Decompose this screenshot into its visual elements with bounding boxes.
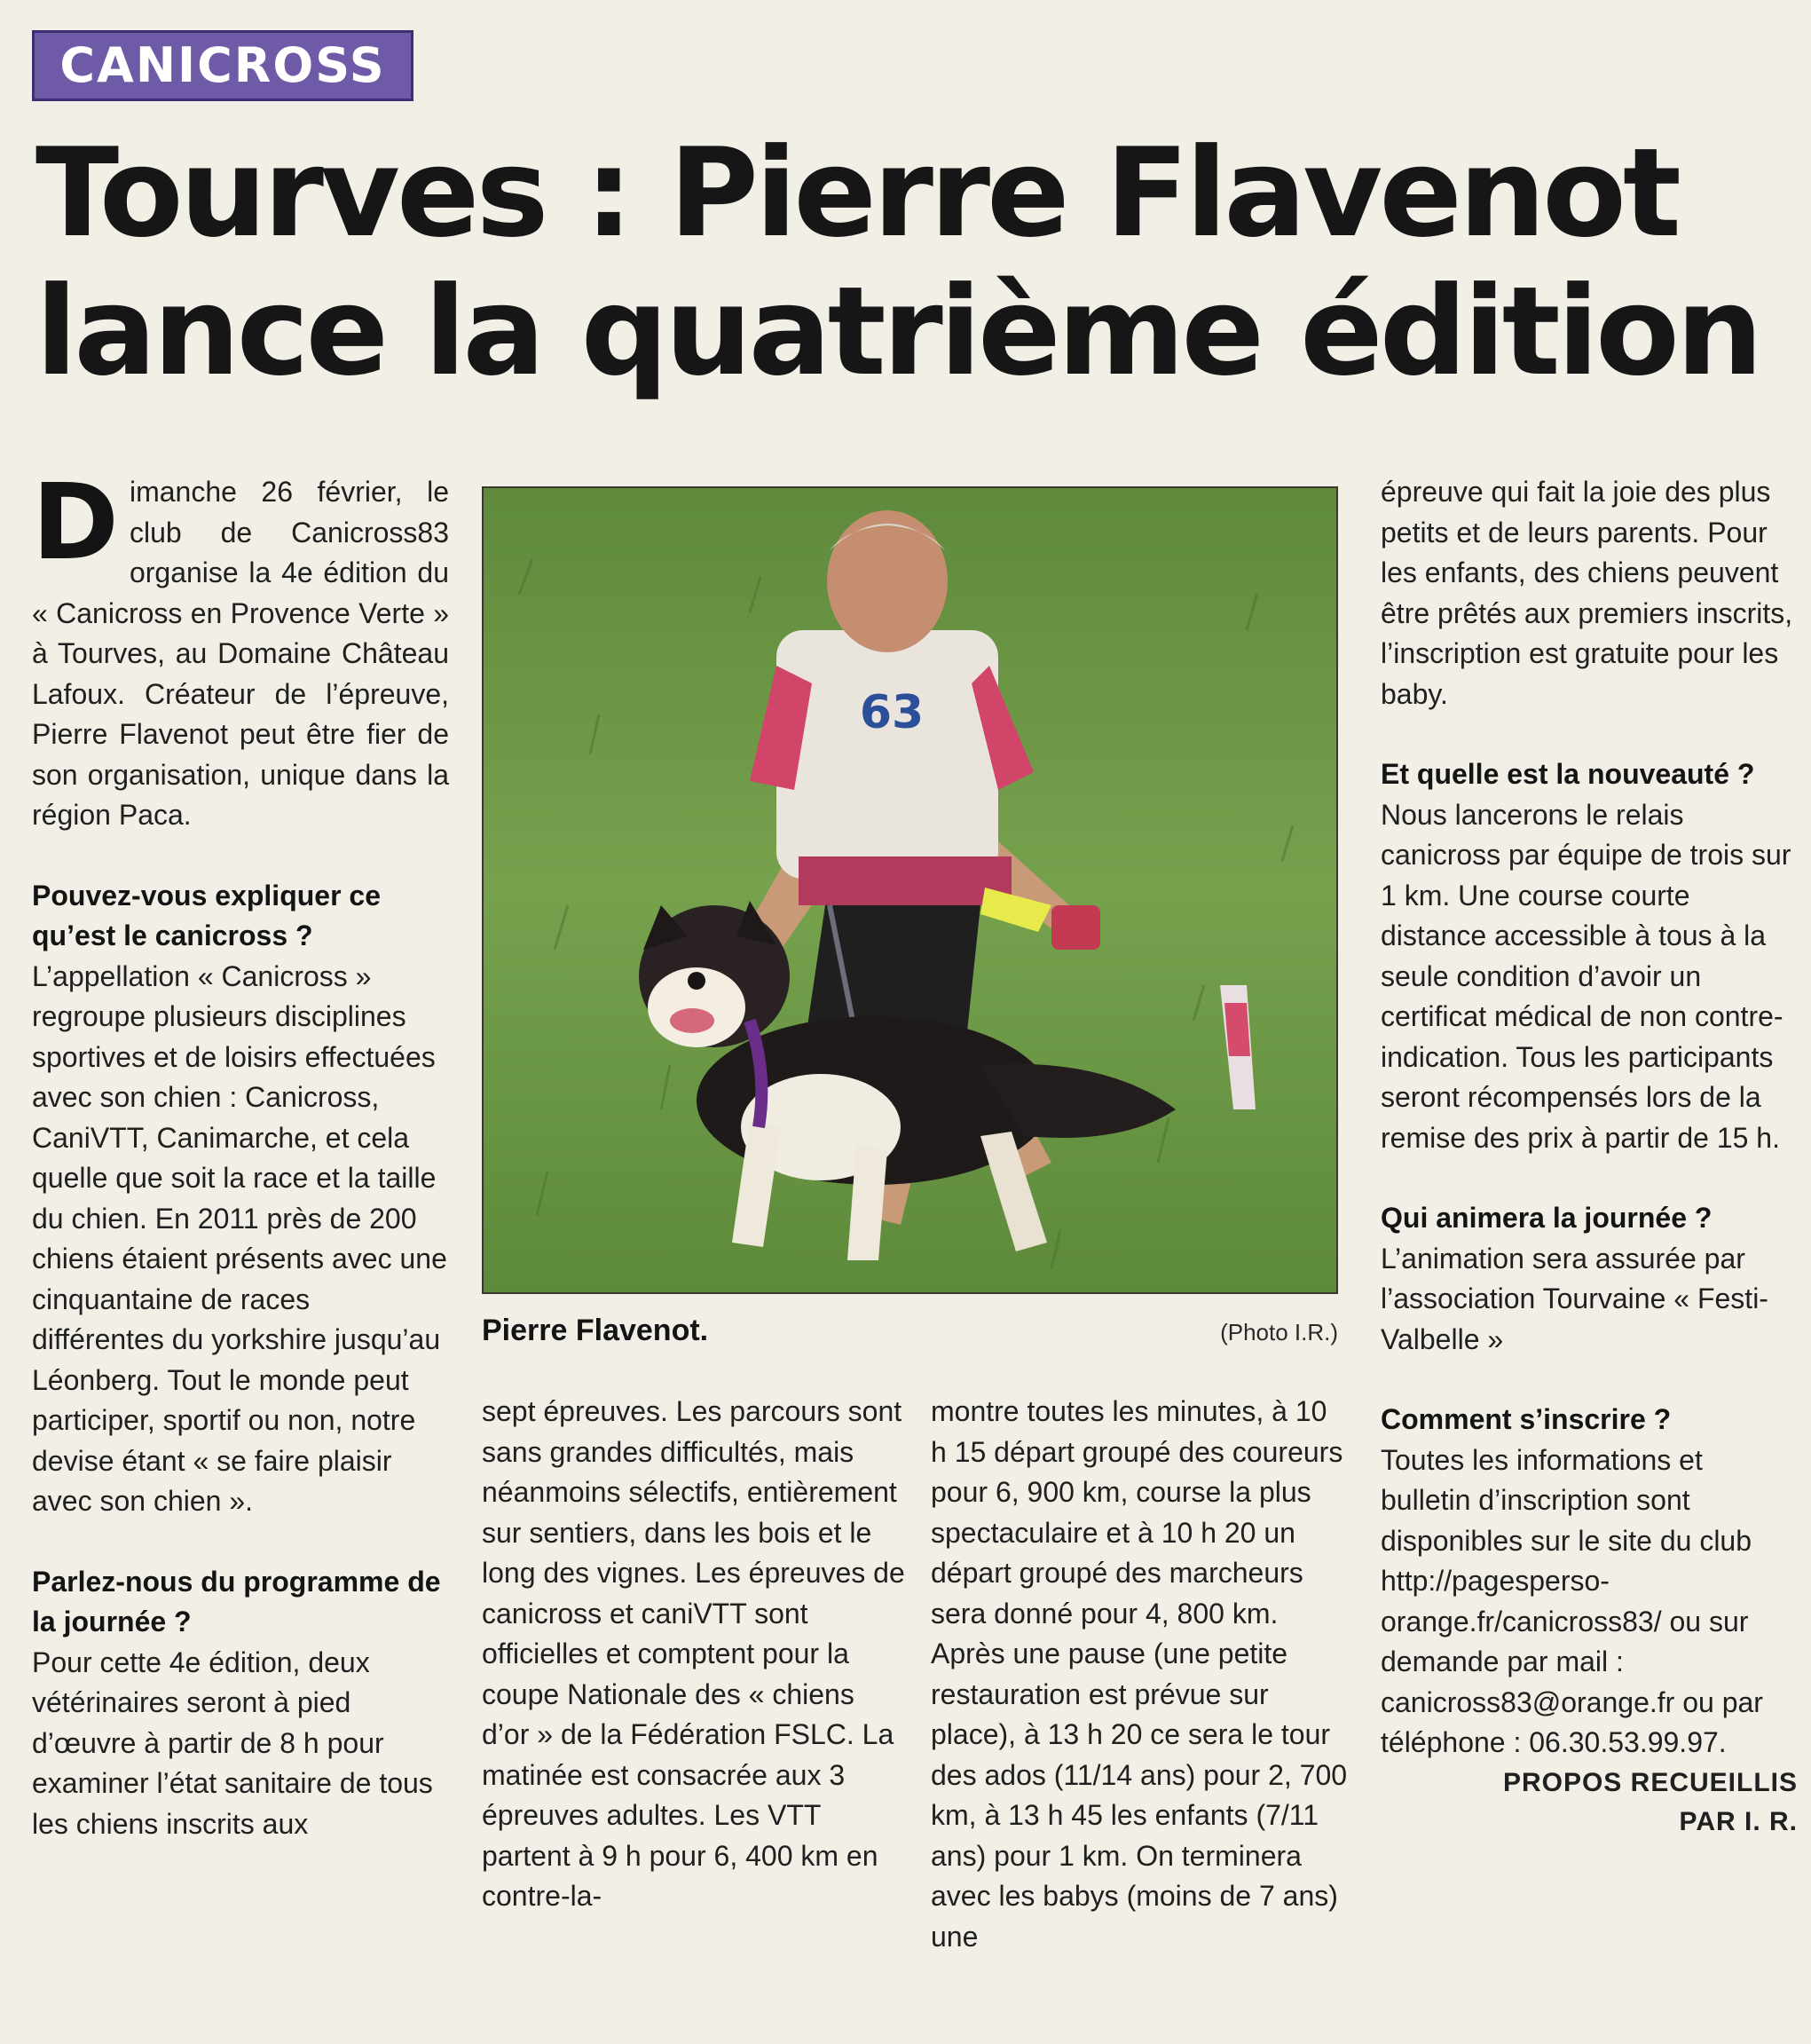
headline-line-2: lance la quatrième édition: [35, 260, 1760, 403]
answer-programme-part-2: sept épreuves. Les parcours sont sans grandes difficultés, mais néanmoins sélectifs, entièrement sur sentiers, dans les bois et le long des vignes. Les épreuves de canicross et caniVTT sont officielles et comptent pour la coupe Nationale des « chiens d’or » de la Fédération FSLC. La matinée est consacrée aux 3 épreuves adultes. Les VTT partent à 9 h pour 6, 400 km en contre-la-: [482, 1395, 905, 1912]
article-photo: [482, 486, 1338, 1294]
photo-credit: (Photo I.R.): [1220, 1319, 1338, 1346]
headline: [35, 124, 1792, 401]
answer-programme-part-1: Pour cette 4e édition, deux vétérinaires seront à pied d’œuvre à partir de 8 h pour examiner l’état sanitaire de tous les chiens inscrits aux: [32, 1645, 433, 1840]
headline-line-1: Tourves : Pierre Flavenot: [35, 122, 1678, 264]
question-registration: Comment s’inscrire ?: [1381, 1403, 1672, 1435]
answer-what-is-canicross: L’appellation « Canicross » regroupe plusieurs disciplines sportives et de loisirs effectuées avec son chien : Canicross, CaniVTT, Canimarche, et cela quelle que soit la race et la taille du chien. En 2011 près de 200 chiens étaient présents avec une cinquantaine de races différentes du yorkshire jusqu’au Léonberg. Tout le monde peut participer, sportif ou non, notre devise étant « se faire plaisir avec son chien ».: [32, 959, 447, 1517]
article-column-3: [931, 1392, 1348, 1957]
article-column-2: [482, 1392, 908, 1917]
answer-programme-part-3: montre toutes les minutes, à 10 h 15 départ groupé des coureurs pour 6, 900 km, course la plus spectaculaire et à 10 h 20 un départ groupé des marcheurs sera donné pour 4, 800 km. Après une pause (une petite restauration est prévue sur place), à 13 h 20 ce sera le tour des ados (11/14 ans) pour 2, 700 km, à 13 h 45 les enfants (7/11 ans) pour 1 km. On terminera avec les babys (moins de 7 ans) une: [931, 1395, 1348, 1953]
bib-number: 63: [859, 686, 925, 739]
answer-programme-part-4: épreuve qui fait la joie des plus petits et de leurs parents. Pour les enfants, des chiens peuvent être prêtés aux premiers inscrits, l’inscription est gratuite pour les baby.: [1381, 476, 1793, 710]
author-signature: [1381, 1764, 1798, 1842]
photo-caption: [482, 1314, 1338, 1348]
runner-with-dog-photo: [484, 488, 1336, 1292]
answer-registration: Toutes les informations et bulletin d’inscription sont disponibles sur le site du club http://pagesperso-orange.fr/canicross83/ ou sur demande par mail : canicross83@orange.fr ou par téléphone : 06.30.53.99.97.: [1381, 1443, 1763, 1758]
question-novelty: Et quelle est la nouveauté ?: [1381, 758, 1755, 790]
lead-text: imanche 26 février, le club de Canicross83 organise la 4e édition du « Canicross en Provence Verte » à Tourves, au Domaine Château Lafoux. Créateur de l’épreuve, Pierre Flavenot peut être fier de son organisation, unique dans la région Paca.: [32, 476, 449, 831]
article-column-4: [1381, 472, 1798, 1842]
answer-animation: L’animation sera assurée par l’association Tourvaine « Festi-Valbelle »: [1381, 1242, 1768, 1355]
question-programme: Parlez-nous du programme de la journée ?: [32, 1565, 441, 1638]
question-what-is-canicross: Pouvez-vous expliquer ce qu’est le canicross ?: [32, 879, 382, 951]
caption-title: Pierre Flavenot.: [482, 1314, 709, 1347]
question-animation: Qui animera la journée ?: [1381, 1202, 1713, 1234]
signature-line-2: PAR I. R.: [1679, 1806, 1798, 1836]
drop-cap: D: [32, 461, 119, 583]
signature-line-1: PROPOS RECUEILLIS: [1502, 1767, 1798, 1797]
answer-novelty: Nous lancerons le relais canicross par équipe de trois sur 1 km. Une course courte distance accessible à tous à la seule condition d’avoir un certificat médical de non contre-indication. Tous les participants seront récompensés lors de la remise des prix à partir de 15 h.: [1381, 798, 1791, 1154]
lead-paragraph: [32, 461, 449, 836]
section-tag: [32, 30, 413, 101]
article-column-1: [32, 461, 449, 1844]
section-label: CANICROSS: [59, 37, 386, 93]
